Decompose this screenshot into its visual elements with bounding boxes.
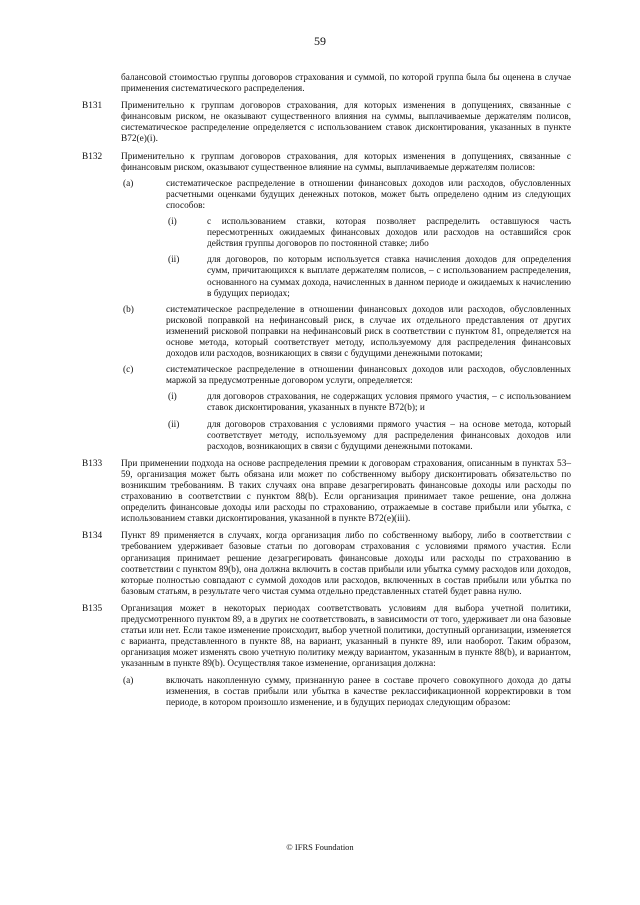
footer-copyright: © IFRS Foundation (286, 842, 354, 852)
sub-item (166, 217, 571, 250)
paragraph-text: Применительно к группам договоров страхования, для которых изменения в допущениях, связанные с финансовым риском, оказывают существенное влияние на суммы, выплачиваемые держателям полисов: (121, 151, 571, 173)
list-item-text: систематическое распределение в отношении финансовых доходов или расходов, обусловленных рисковой поправкой на нефинансовый риск, в случае их отдельного представления от других изменений рисковой поправки на нефинансовый риск в соответствии с пунктом 81, определяется на основе метода, который соответствует методу, используемому для распределения финансовых доходов или расходов, возникающих в связи с будущими денежными потоками; (166, 304, 571, 360)
sub-item-label: (i) (168, 217, 177, 228)
paragraph-b133 (82, 459, 571, 526)
list-item (121, 305, 571, 360)
sub-item-label: (i) (168, 392, 177, 403)
list-item-label: (b) (123, 304, 134, 315)
sub-item-text: для договоров страхования с условиями прямого участия – на основе метода, который соответствует методу, используемому для распределения финансовых доходов или расходов, возникающих в связи с будущими денежными потоками. (207, 419, 571, 452)
sub-item-label: (ii) (168, 419, 180, 430)
paragraph-text: Организация может в некоторых периодах соответствовать условиям для выбора учетной политики, предусмотренного пунктом 89, а в других не соответствовать, в зависимости от того, удерживает ли она базовые статьи или нет. Если такое изменение происходит, выбор учетной политики, доступный организации, изменяется с варианта, представленного в пункте 88, на вариант, указанный в пункте 89, или наоборот. Таким образом, организация может изменять свою учетную политику между вариантом, указанным в пункте 88(b), и вариантом, указанным в пункте 89(b). Осуществляя такое изменение, организация должна: (121, 603, 571, 670)
list-item-label: (c) (123, 365, 134, 376)
sub-item-text: для договоров, по которым используется ставка начисления доходов для определения сумм, причитающихся к выплате держателям полисов, – с использованием распределения, основанного на суммах дохода, начисленных в данном периоде и ожидаемых к начислению в будущих периодах; (207, 255, 571, 299)
paragraph-text: Пункт 89 применяется в случаях, когда организация либо по собственному выбору, либо в соответствии с требованием удерживает базовые статьи по договорам страхования с условиями прямого участия. Если организация принимает решение дезагрегировать финансовые доходы или расходы по страхованию в соответствии с пунктом 89(b), она должна включить в состав прибыли или убытка сумму расходов или доходов, которые полностью совпадают с суммой доходов или расходов, включенных в состав прибыли или убытка по базовым статьям, в результате чего чистая сумма отдельно представленных статей будет равна нулю. (121, 531, 571, 597)
sub-item (166, 420, 571, 453)
list-item-label: (a) (123, 675, 134, 686)
paragraph-b134 (82, 531, 571, 598)
page-number: 59 (314, 34, 326, 48)
sub-item-label: (ii) (168, 255, 180, 266)
paragraph-number: B131 (82, 101, 103, 112)
list-item (121, 365, 571, 453)
sub-item-text: с использованием ставки, которая позволяет распределить оставшуюся часть пересмотренных ожидаемых финансовых доходов или расходов на оставшийся срок действия группы договоров по постоянной ставке; либо (207, 217, 571, 250)
list-item-label: (a) (123, 178, 134, 189)
sub-item (166, 255, 571, 299)
paragraph-b132 (82, 152, 571, 453)
sub-item-text: для договоров страхования, не содержащих условия прямого участия, – с использованием ставок дисконтирования, указанных в пункте B72(b); и (207, 392, 571, 414)
intro-text: балансовой стоимостью группы договоров страхования и суммой, по которой группа была бы оценена в случае применения систематического распределения. (121, 73, 571, 95)
paragraph-number: B132 (82, 151, 103, 162)
list-item (121, 179, 571, 300)
list-item-text: систематическое распределение в отношении финансовых доходов или расходов, обусловленных расчетными оценками будущих денежных потоков, может быть определено одним из следующих способов: (166, 178, 571, 211)
paragraph-number: B133 (82, 458, 103, 469)
document-body (82, 73, 571, 715)
paragraph-number: B135 (82, 603, 103, 614)
paragraph-b135 (82, 604, 571, 709)
list-item-text: включать накопленную сумму, признанную ранее в составе прочего совокупного дохода до даты изменения, в состав прибыли или убытка в качестве реклассификационной корректировки в том периоде, в котором произошло изменение, и в будущих периодах следующим образом: (166, 675, 571, 708)
paragraph-b131 (82, 101, 571, 145)
list-item-text: систематическое распределение в отношении финансовых доходов или расходов, обусловленных маржой за предусмотренные договором услуги, определяется: (166, 365, 571, 387)
paragraph-number: B134 (82, 531, 103, 542)
paragraph-text: При применении подхода на основе распределения премии к договорам страхования, описанным в пунктах 53–59, организация может быть обязана или может по собственному выбору дисконтировать обязательство по возникшим требованиям. В таких случаях она вправе дезагрегировать финансовые доходы или расходы по страхованию в соответствии с пунктом 88(b). Если организация принимает такое решение, она должна определить финансовые доходы или расходы по страхованию, отражаемые в составе прибыли или убытка, с использованием ставки дисконтирования, указанной в пункте B72(e)(iii). (121, 458, 571, 525)
paragraph-text: Применительно к группам договоров страхования, для которых изменения в допущениях, связанные с финансовым риском, не оказывают существенного влияния на суммы, выплачиваемые держателям полисов, систематическое распределение определяется с использованием ставок дисконтирования, указанных в пункте B72(e)(i). (121, 101, 571, 145)
sub-item (166, 392, 571, 414)
list-item (121, 676, 571, 709)
